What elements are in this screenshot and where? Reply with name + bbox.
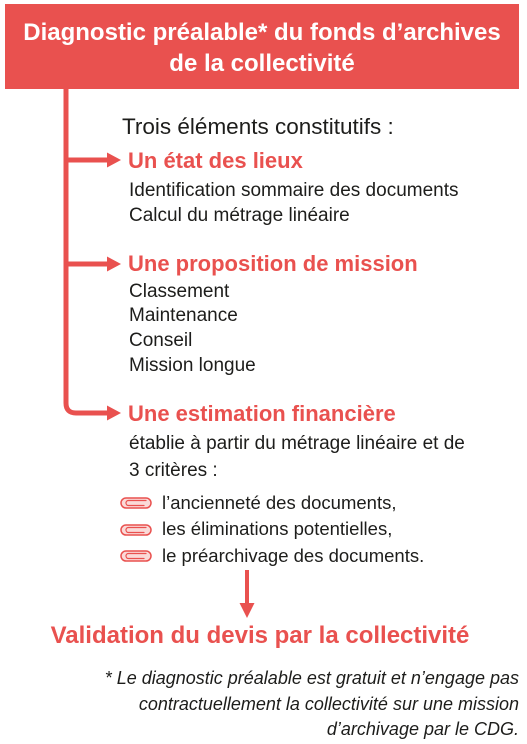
section-title: Une proposition de mission <box>128 251 418 276</box>
outcome-heading: Validation du devis par la collectivité <box>50 622 470 649</box>
list-item: Conseil <box>129 329 193 351</box>
section-title: Un état des lieux <box>128 148 303 173</box>
criteria-label: le préarchivage des documents. <box>162 544 425 566</box>
section-title: Une estimation financière <box>128 401 396 426</box>
title-line-1: Diagnostic préalable* du fonds d’archives <box>23 18 501 46</box>
arrow-right-icon <box>107 406 121 421</box>
footnote-line: contractuellement la collectivité sur une mission <box>138 693 519 714</box>
arrow-right-icon <box>66 153 121 168</box>
paperclip-icon <box>120 550 152 562</box>
arrow-right-icon <box>66 257 121 272</box>
list-item: Identification sommaire des documents <box>129 179 459 201</box>
intro-text: Trois éléments constitutifs : <box>122 114 394 139</box>
arrow-down-icon <box>240 570 255 618</box>
section-lines <box>129 178 459 228</box>
criteria-item <box>120 490 424 517</box>
footnote <box>105 666 519 743</box>
paperclip-icon <box>120 497 152 509</box>
description-line: 3 critères : <box>129 459 218 481</box>
footnote-line: d’archivage par le CDG. <box>326 719 519 739</box>
criteria-item <box>120 516 424 543</box>
footnote-line: * Le diagnostic préalable est gratuit et n’engage pas <box>104 668 519 688</box>
criteria-label: l’ancienneté des documents, <box>162 491 397 513</box>
criteria-list <box>120 490 424 570</box>
list-item: Mission longue <box>129 354 256 376</box>
section-lines <box>129 430 465 484</box>
list-item: Maintenance <box>129 305 238 327</box>
description-line: établie à partir du métrage linéaire et de <box>129 432 465 454</box>
list-item: Calcul du métrage linéaire <box>129 204 350 226</box>
connector-trunk <box>66 89 110 413</box>
title-line-2: de la collectivité <box>169 49 355 77</box>
paperclip-icon <box>120 524 152 536</box>
criteria-item <box>120 543 424 570</box>
criteria-label: les éliminations potentielles, <box>162 518 393 540</box>
section-lines <box>129 280 256 379</box>
list-item: Classement <box>129 280 230 302</box>
